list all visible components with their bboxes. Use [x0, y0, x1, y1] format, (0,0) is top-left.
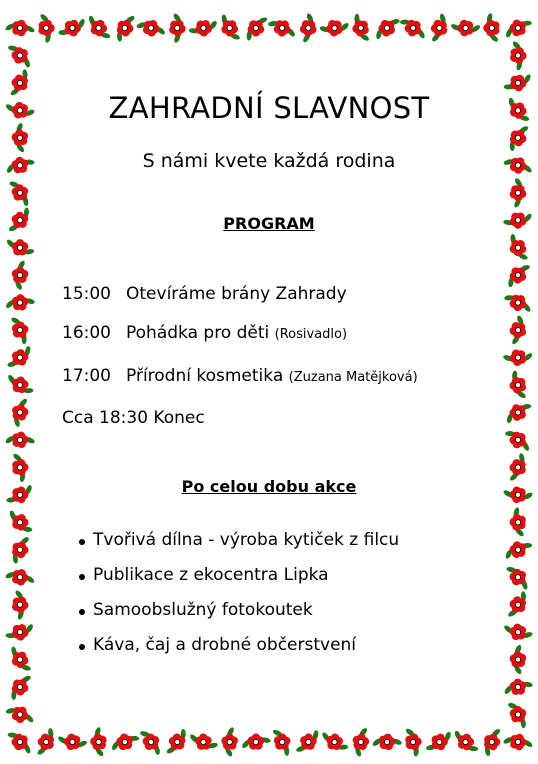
allday-heading: Po celou dobu akce	[181, 477, 357, 496]
flower-icon	[214, 11, 246, 46]
flower-icon	[3, 642, 36, 676]
flower-icon	[107, 728, 142, 757]
flower-icon	[346, 10, 375, 45]
flower-icon	[5, 669, 36, 704]
flower-icon	[134, 725, 167, 759]
page-title: ZAHRADNÍ SLAVNOST	[108, 91, 430, 125]
program-item-1500	[62, 284, 347, 304]
flower-icon	[500, 535, 535, 565]
flower-icon	[55, 13, 90, 44]
flower-icon	[134, 17, 168, 39]
flower-icon	[221, 726, 238, 757]
program-item-1700	[62, 366, 418, 386]
list-item: Káva, čaj a drobné občerstvení	[60, 635, 399, 670]
flower-icon	[3, 702, 38, 727]
flower-icon	[504, 587, 533, 622]
flower-icon	[3, 506, 38, 538]
list-item: Tvořivá dílna - výroba kytiček z filcu	[60, 530, 399, 565]
flower-icon	[500, 289, 535, 316]
flower-icon	[56, 732, 88, 751]
flower-icon	[4, 176, 37, 211]
flower-icon	[370, 732, 403, 752]
flower-icon	[506, 38, 529, 72]
flower-icon	[186, 730, 220, 754]
flower-icon	[3, 39, 38, 72]
flower-icon	[33, 724, 60, 759]
list-item: Samoobslužný fotokoutek	[60, 600, 399, 635]
flower-icon	[508, 314, 528, 347]
flower-icon	[6, 532, 33, 567]
flower-icon	[502, 230, 533, 265]
flower-icon	[500, 12, 535, 43]
flower-icon	[3, 235, 38, 260]
flower-icon	[422, 726, 457, 758]
flower-icon	[450, 19, 482, 37]
flower-icon	[502, 258, 534, 293]
flower-icon	[370, 11, 404, 45]
flower-icon	[501, 621, 535, 643]
flower-icon	[448, 726, 483, 757]
flower-icon	[2, 618, 37, 647]
flower-icon	[9, 395, 32, 429]
flower-icon	[5, 312, 35, 347]
flower-icon	[4, 431, 36, 450]
flower-icon	[3, 291, 37, 315]
program-text: Pohádka pro děti	[126, 323, 270, 343]
flower-icon	[501, 347, 534, 368]
flower-icon	[504, 367, 532, 402]
flower-icon	[292, 725, 325, 759]
flower-icon	[4, 567, 37, 587]
program-item-1600	[62, 323, 347, 343]
flower-icon	[240, 11, 272, 46]
flower-icon	[3, 726, 38, 758]
flower-icon	[500, 424, 535, 455]
flower-icon	[82, 11, 116, 44]
flower-icon	[167, 12, 187, 45]
program-text: Přírodní kosmetika	[126, 366, 284, 386]
program-time: 17:00	[62, 366, 111, 386]
flower-icon	[299, 12, 318, 44]
flower-icon	[317, 728, 352, 756]
flower-icon	[267, 724, 298, 759]
flower-icon	[239, 730, 274, 755]
flower-icon	[162, 724, 192, 759]
flower-icon	[428, 11, 452, 45]
flower-icon	[9, 588, 31, 622]
program-text: Otevíráme brány Zahrady	[126, 284, 347, 304]
program-end: Cca 18:30 Konec	[62, 408, 205, 428]
flower-icon	[500, 674, 535, 701]
flower-icon	[350, 725, 371, 758]
flower-icon	[479, 11, 504, 46]
program-time: 16:00	[62, 323, 111, 343]
subtitle: S námi kvete každá rodina	[142, 150, 396, 172]
program-note: (Rosivadlo)	[274, 327, 348, 342]
flower-icon	[399, 724, 426, 759]
flower-icon	[396, 13, 431, 43]
allday-list	[60, 530, 399, 670]
flower-icon	[506, 505, 530, 539]
program-note: (Zuzana Matějková)	[288, 370, 418, 385]
flower-icon	[2, 370, 37, 399]
flower-icon	[502, 733, 534, 751]
flower-icon	[508, 643, 527, 675]
flower-icon	[318, 17, 352, 40]
flower-icon	[501, 396, 535, 429]
flower-icon	[3, 341, 37, 375]
flower-icon	[509, 177, 527, 209]
flower-icon	[502, 697, 534, 732]
list-item: Publikace z ekocentra Lipka	[60, 565, 399, 600]
program-time: 15:00	[62, 284, 111, 304]
flower-icon	[265, 15, 300, 41]
flower-icon	[88, 725, 110, 759]
flower-icon	[4, 20, 35, 37]
flower-icon	[479, 725, 505, 760]
program-heading: PROGRAM	[223, 214, 315, 233]
flower-icon	[501, 561, 535, 594]
flower-icon	[11, 259, 29, 291]
flower-icon	[186, 14, 221, 41]
flower-icon	[111, 10, 140, 45]
flower-icon	[34, 11, 59, 46]
